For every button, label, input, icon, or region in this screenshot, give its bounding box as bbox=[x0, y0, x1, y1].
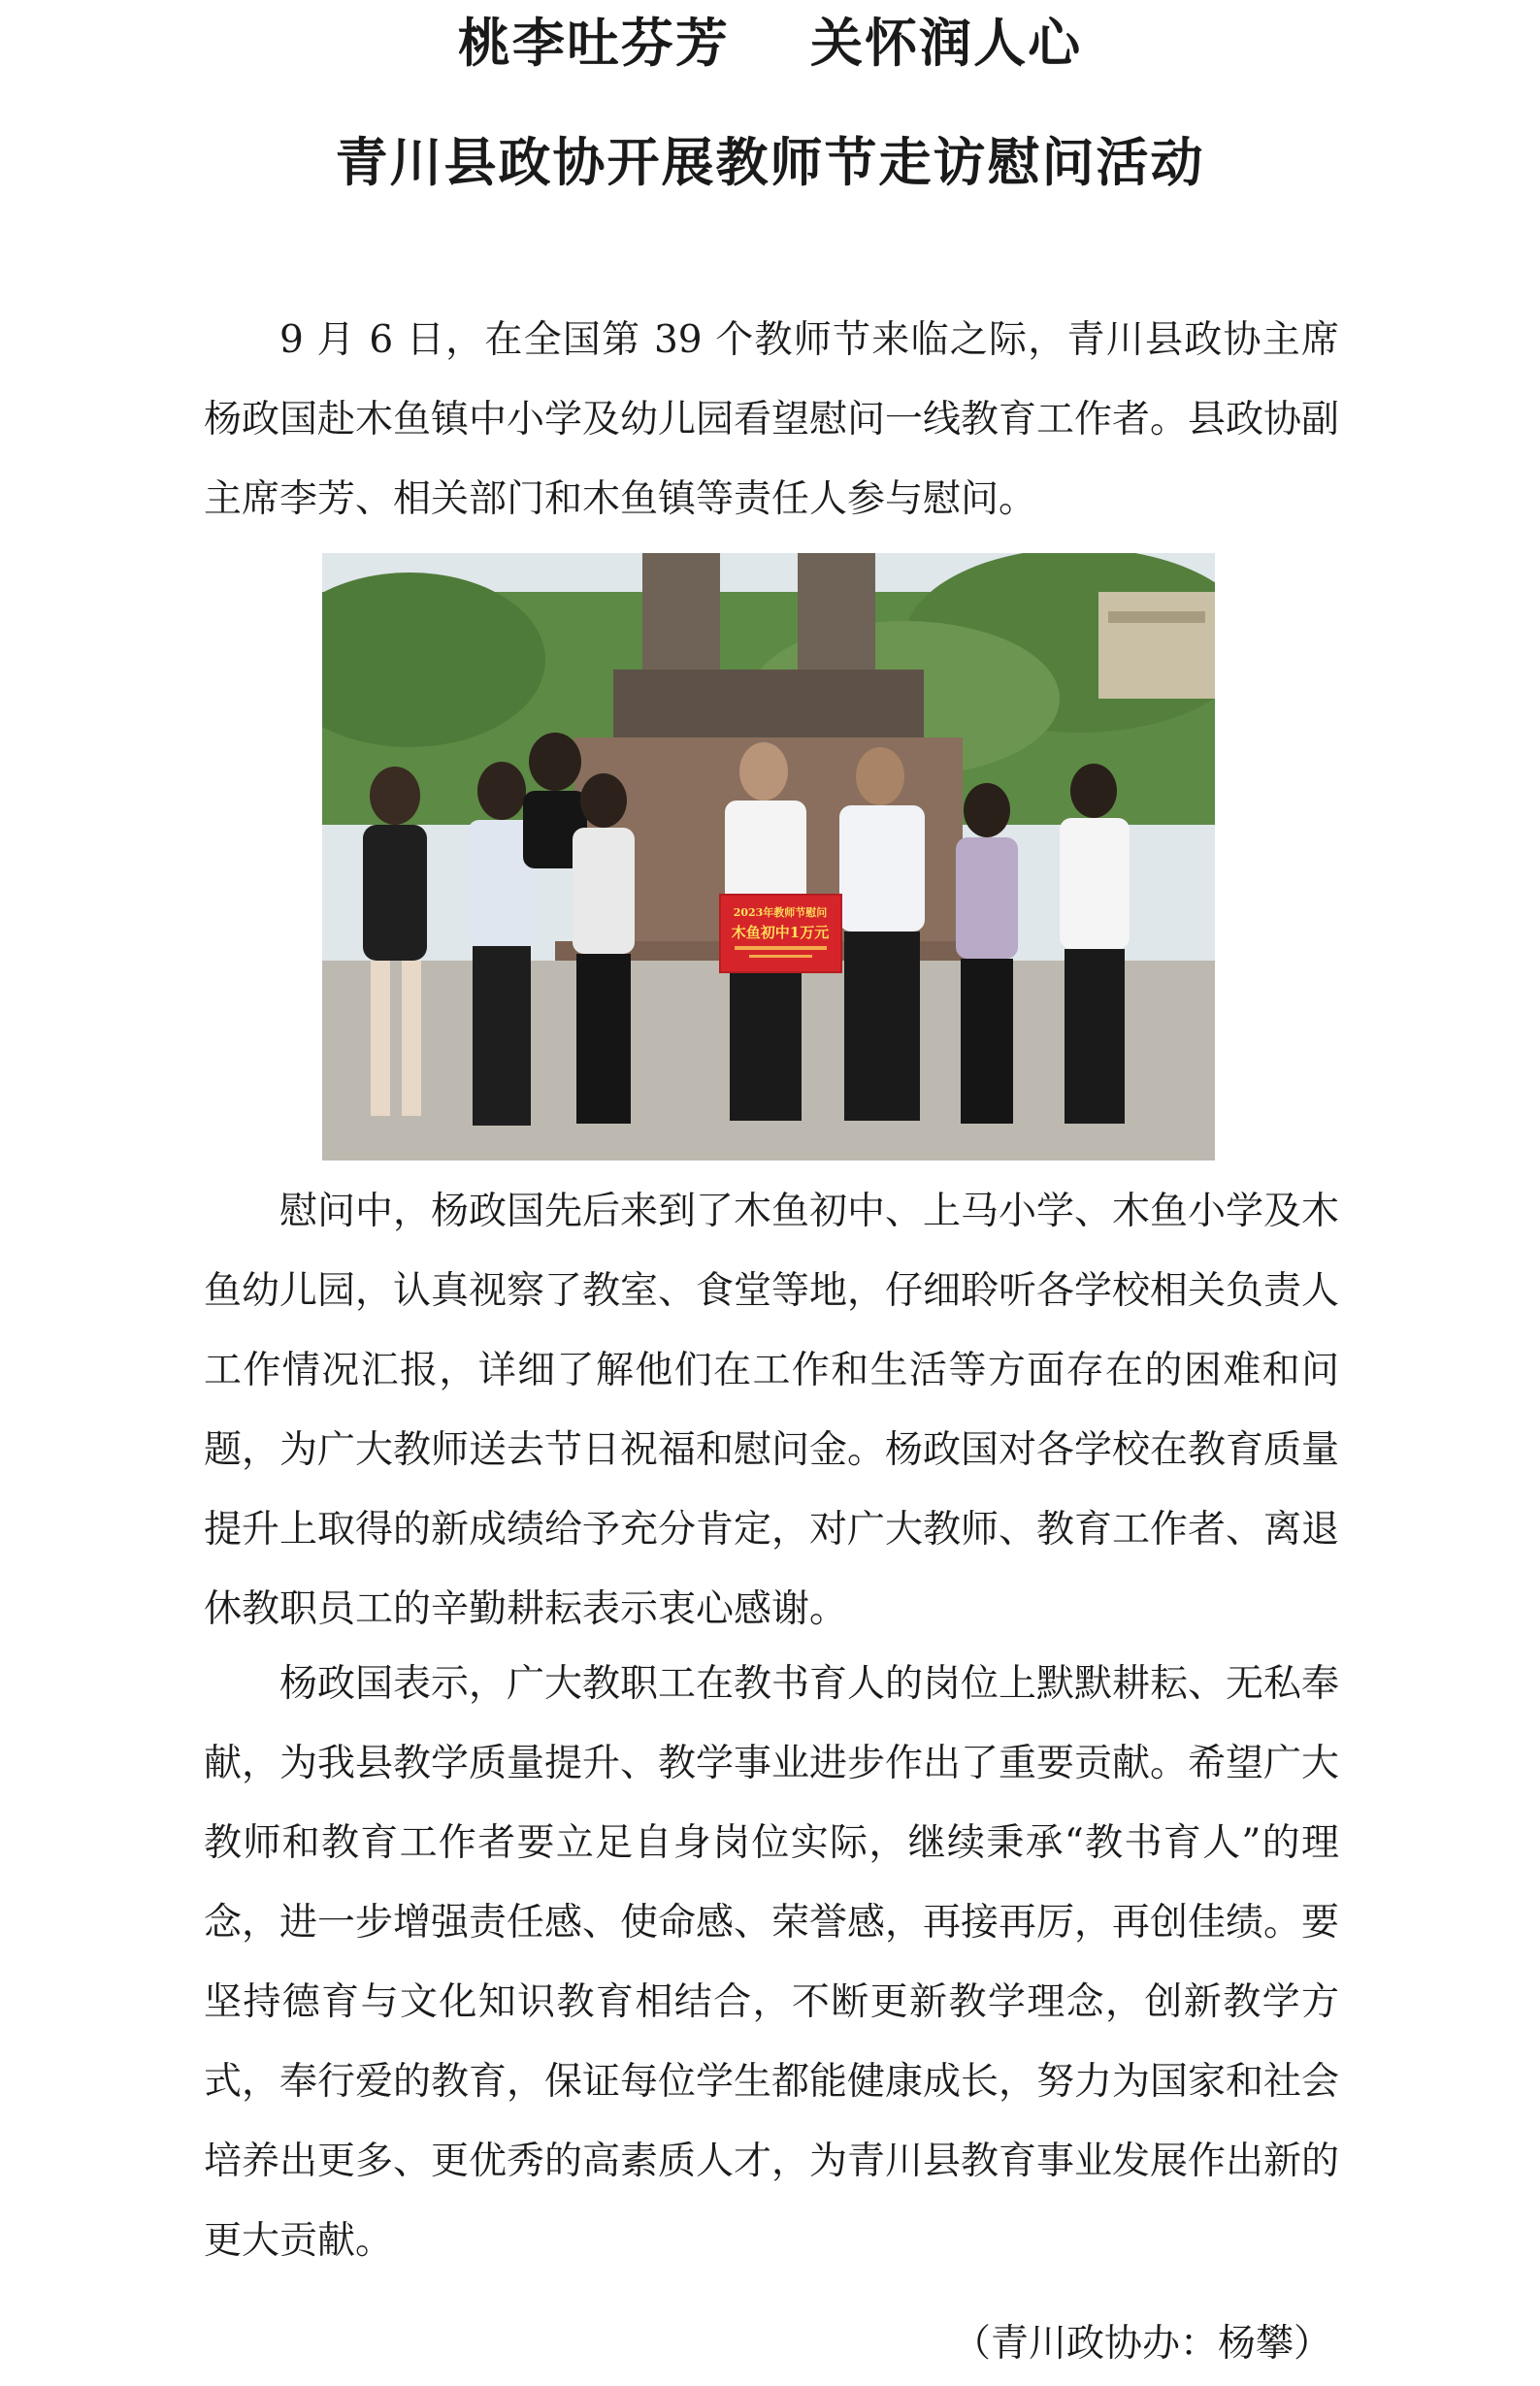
article-title-line-2: 青川县政协开展教师节走访慰问活动 bbox=[335, 131, 1205, 193]
sign-line-2: 木鱼初中1万元 bbox=[731, 924, 830, 941]
article-paragraph-3: 杨政国表示，广大教职工在教书育人的岗位上默默耕耘、无私奉献，为我县教学质量提升、教学事业进步作出了重要贡献。希望广大教师和教育工作者要立足自身岗位实际，继续秉承“教书育人”的理念，进一步增强责任感、使命感、荣誉感，再接再厉，再创佳绩。要坚持德育与文化知识教育相结合，不断更新教学理念，创新教学方式，奉行爱的教育，保证每位学生都能健康成长，努力为国家和社会培养出更多、更优秀的高素质人才，为青川县教育事业发展作出新的更大贡献。 bbox=[204, 1662, 1340, 2263]
article-paragraph-2: 慰问中，杨政国先后来到了木鱼初中、上马小学、木鱼小学及木鱼幼儿园，认真视察了教室、食堂等地，仔细聆听各学校相关负责人工作情况汇报，详细了解他们在工作和生活等方面存在的困难和问题，为广大教师送去节日祝福和慰问金。杨政国对各学校在教育质量提升上取得的新成绩给予充分肯定，对广大教师、教育工作者、离退休教职员工的辛勤耕耘表示衷心感谢。 bbox=[204, 1190, 1340, 1631]
article-photo bbox=[322, 553, 1215, 1160]
article-title-line-1: 桃李吐芬芳 关怀润人心 bbox=[457, 12, 1083, 74]
article-credit: （青川政协办：杨攀） bbox=[952, 2322, 1331, 2366]
article-paragraph-1: 9 月 6 日，在全国第 39 个教师节来临之际，青川县政协主席杨政国赴木鱼镇中小学及幼儿园看望慰问一线教育工作者。县政协副主席李芳、相关部门和木鱼镇等责任人参与慰问。 bbox=[204, 318, 1340, 521]
sign-line-1: 2023年教师节慰问 bbox=[733, 906, 828, 919]
